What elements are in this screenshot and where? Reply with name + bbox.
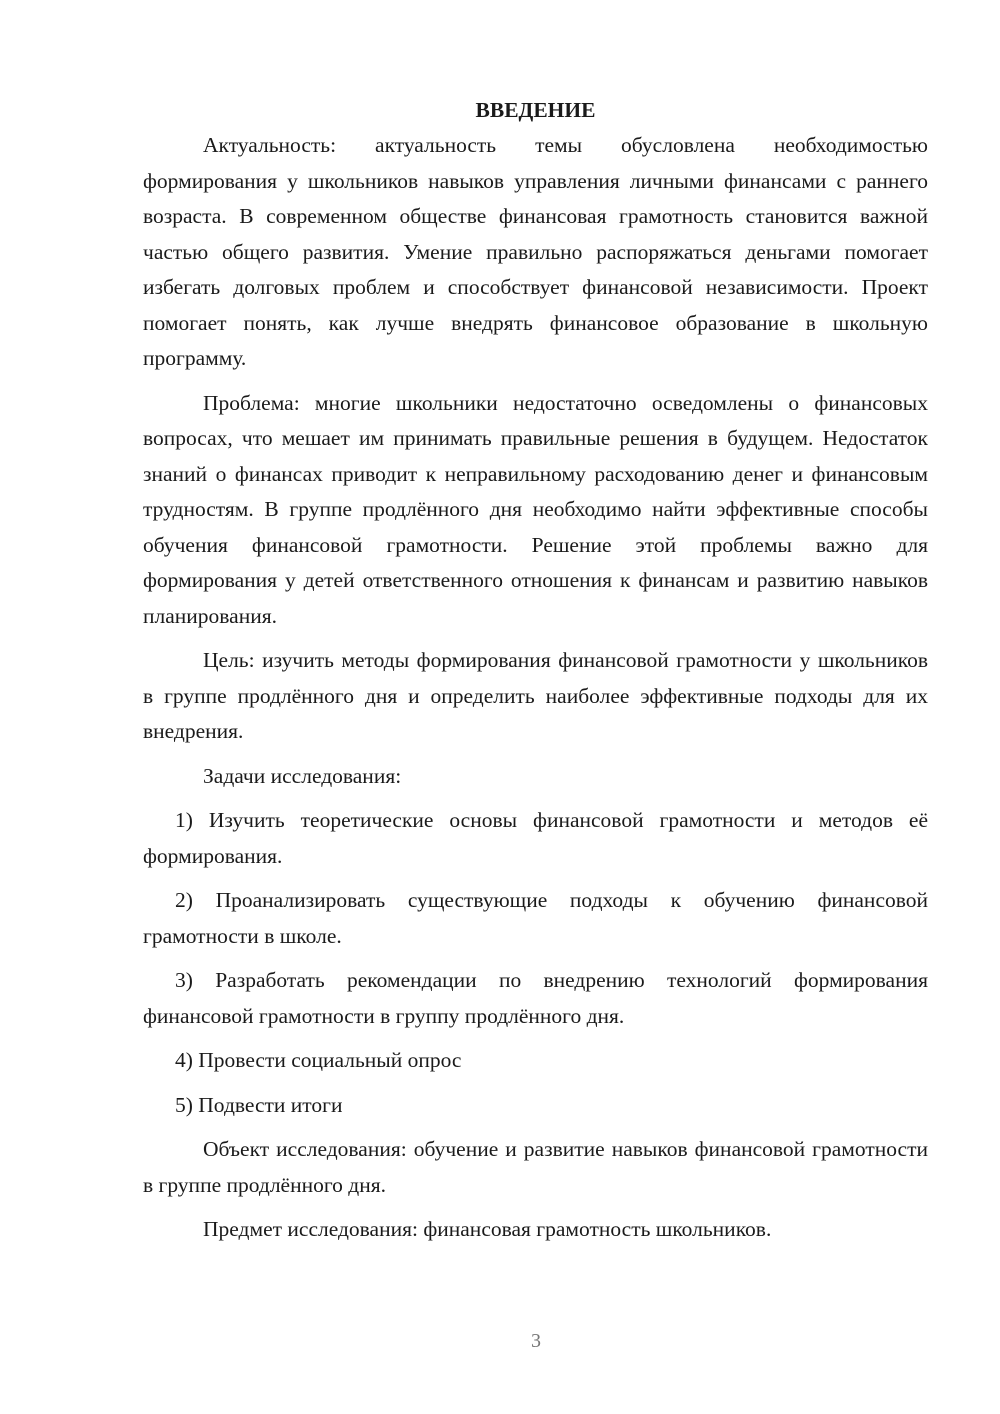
task-item-1: 1) Изучить теоретические основы финансовой грамотности и методов её формирования.	[143, 808, 928, 868]
page-number: 3	[531, 1330, 541, 1352]
task-item-5: 5) Подвести итоги	[175, 1092, 343, 1117]
problem-paragraph: Проблема: многие школьники недостаточно осведомлены о финансовых вопросах, что мешает им принимать правильные решения в будущем. Недостаток знаний о финансах приводит к неправильному расходованию денег и финансовым трудностям. В группе продлённого дня необходимо найти эффективные способы обучения финансовой грамотности. Решение этой проблемы важно для формирования у детей ответственного отношения к финансам и развитию навыков планирования.	[143, 390, 928, 628]
task-item-3: 3) Разработать рекомендации по внедрению технологий формирования финансовой грамотности в группу продлённого дня.	[143, 968, 928, 1028]
relevance-paragraph: Актуальность: актуальность темы обусловлена необходимостью формирования у школьников навыков управления личными финансами с раннего возраста. В современном обществе финансовая грамотность становится важной частью общего развития. Умение правильно распоряжаться деньгами помогает избегать долговых проблем и способствует финансовой независимости. Проект помогает понять, как лучше внедрять финансовое образование в школьную программу.	[143, 133, 928, 370]
tasks-title: Задачи исследования:	[203, 763, 402, 788]
section-heading: ВВЕДЕНИЕ	[475, 98, 596, 122]
task-item-4: 4) Провести социальный опрос	[175, 1048, 462, 1072]
goal-paragraph: Цель: изучить методы формирования финансовой грамотности у школьников в группе продлённого дня и определить наиболее эффективные подходы для их внедрения.	[143, 648, 928, 743]
task-item-2: 2) Проанализировать существующие подходы к обучению финансовой грамотности в школе.	[143, 888, 928, 948]
object-paragraph: Объект исследования: обучение и развитие навыков финансовой грамотности в группе продлённого дня.	[143, 1137, 928, 1197]
subject-paragraph: Предмет исследования: финансовая грамотность школьников.	[203, 1217, 772, 1241]
page-content	[143, 92, 928, 1248]
